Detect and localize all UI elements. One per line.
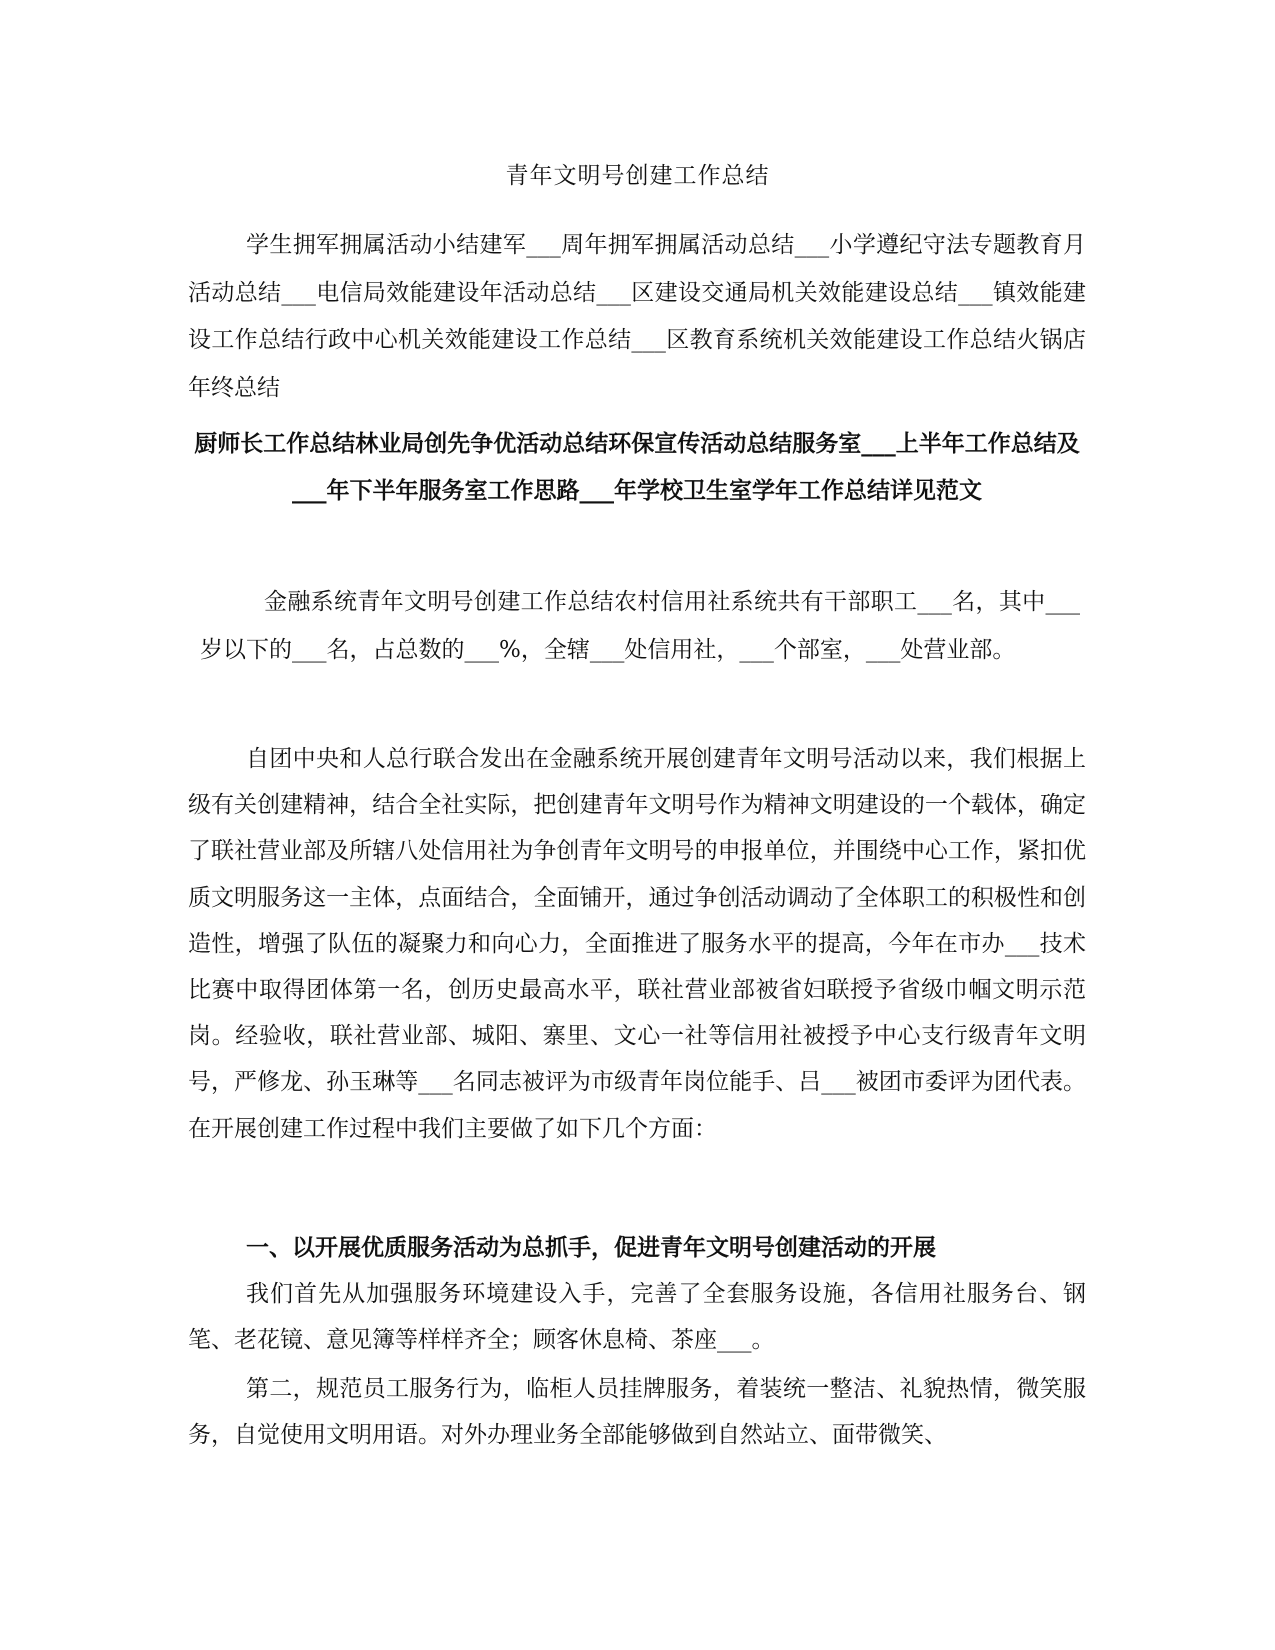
finance-overview-paragraph: 金融系统青年文明号创建工作总结农村信用社系统共有干部职工___名，其中___岁以下的___名，占总数的___%，全辖___处信用社，___个部室，___处营业部。: [200, 589, 1080, 663]
bold-related-articles-paragraph: 厨师长工作总结林业局创先争优活动总结环保宣传活动总结服务室___上半年工作总结及___年下半年服务室工作思路___年学校卫生室学年工作总结详见范文: [194, 430, 1080, 504]
body-paragraph-1: 自团中央和人总行联合发出在金融系统开展创建青年文明号活动以来，我们根据上级有关创建精神，结合全社实际，把创建青年文明号作为精神文明建设的一个载体，确定了联社营业部及所辖八处信用社为争创青年文明号的申报单位，并围绕中心工作，紧扣优质文明服务这一主体，点面结合，全面铺开，通过争创活动调动了全体职工的积极性和创造性，增强了队伍的凝聚力和向心力，全面推进了服务水平的提高，今年在市办___技术比赛中取得团体第一名，创历史最高水平，联社营业部被省妇联授予省级巾帼文明示范岗。经验收，联社营业部、城阳、寨里、文心一社等信用社被授予中心支行级青年文明号，严修龙、孙玉琳等___名同志被评为市级青年岗位能手、吕___被团市委评为团代表。在开展创建工作过程中我们主要做了如下几个方面：: [188, 746, 1086, 1142]
section-heading-1: 一、以开展优质服务活动为总抓手，促进青年文明号创建活动的开展: [246, 1234, 936, 1261]
intro-paragraph: 学生拥军拥属活动小结建军___周年拥军拥属活动总结___小学遵纪守法专题教育月活动总结___电信局效能建设年活动总结___区建设交通局机关效能建设总结___镇效能建设工作总结行政中心机关效能建设工作总结___区教育系统机关效能建设工作总结火锅店年终总结: [188, 232, 1086, 401]
body-paragraph-3: 第二，规范员工服务行为，临柜人员挂牌服务，着装统一整洁、礼貌热情，微笑服务，自觉使用文明用语。对外办理业务全部能够做到自然站立、面带微笑、: [188, 1376, 1086, 1448]
body-paragraph-2: 我们首先从加强服务环境建设入手，完善了全套服务设施，各信用社服务台、钢笔、老花镜、意见簿等样样齐全；顾客休息椅、茶座___。: [188, 1281, 1086, 1353]
document-title: 青年文明号创建工作总结: [505, 163, 770, 189]
